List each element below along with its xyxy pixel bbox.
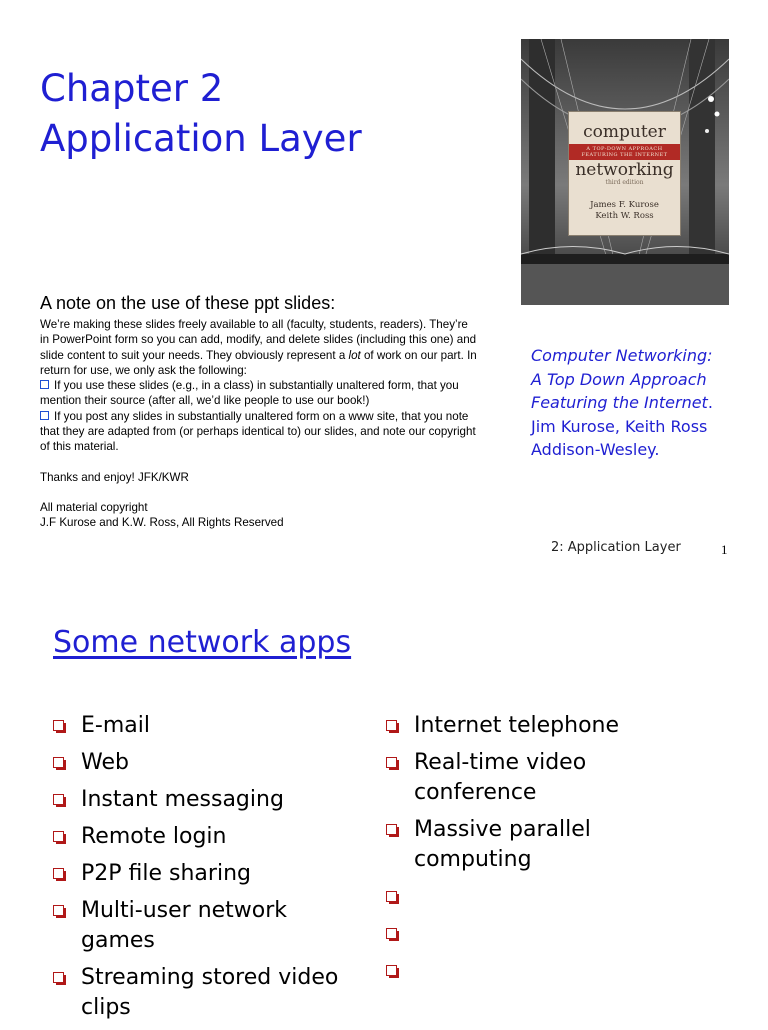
app-list-item-label: Instant messaging xyxy=(81,787,284,812)
app-list-item xyxy=(386,919,686,949)
app-list-item-label: Web xyxy=(81,750,129,775)
slide-2-title: Some network apps xyxy=(53,625,352,660)
caption-line-5-end: . xyxy=(654,440,660,459)
app-list-item xyxy=(53,785,343,815)
app-list-item-label: Massive parallel computing xyxy=(414,817,591,872)
app-list-item-label: Internet telephone xyxy=(414,713,620,738)
checkbox-bullet-icon xyxy=(386,965,397,976)
cover-authors xyxy=(569,200,680,222)
app-list-item xyxy=(53,822,343,852)
checkbox-bullet-icon xyxy=(53,720,64,731)
checkbox-bullet-icon xyxy=(40,380,49,389)
apps-list-left xyxy=(53,711,343,1030)
app-list-item-label: Streaming stored video clips xyxy=(81,965,339,1020)
app-list-item xyxy=(386,956,686,986)
caption-line-1: Computer Networking: xyxy=(531,346,713,365)
checkbox-bullet-icon xyxy=(386,720,397,731)
checkbox-bullet-icon xyxy=(53,794,64,805)
book-caption xyxy=(531,344,713,462)
checkbox-bullet-icon xyxy=(53,757,64,768)
chapter-title-line2: Application Layer xyxy=(40,117,362,160)
checkbox-bullet-icon xyxy=(386,757,397,768)
page-number: 1 xyxy=(721,542,728,557)
app-list-item xyxy=(386,815,686,875)
chapter-title xyxy=(40,64,362,164)
app-list-item xyxy=(53,748,343,778)
app-list-item xyxy=(53,963,343,1023)
note-heading: A note on the use of these ppt slides: xyxy=(40,293,336,313)
app-list-item xyxy=(53,711,343,741)
app-list-item xyxy=(386,882,686,912)
note-item-2-text: If you post any slides in substantially unaltered form on a www site, that you note that they are adapted from (or perhaps identical to) our slides, and note our copyright of this material. xyxy=(40,409,476,454)
app-list-item xyxy=(386,748,686,808)
note-item-1-text: If you use these slides (e.g., in a class) in substantially unaltered form, that you mention their source (after all, we’d like people to use our book!) xyxy=(40,379,459,408)
cover-author-2: Keith W. Ross xyxy=(595,211,654,221)
app-list-item-label: E-mail xyxy=(81,713,150,738)
caption-line-3-end: . xyxy=(707,393,713,412)
apps-list-right xyxy=(386,711,686,993)
note-item-2 xyxy=(40,409,480,455)
book-cover-photo xyxy=(521,39,729,305)
note-copyright-2: J.F Kurose and K.W. Ross, All Rights Reserved xyxy=(40,516,284,530)
app-list-item xyxy=(53,859,343,889)
app-list-item xyxy=(386,711,686,741)
checkbox-bullet-icon xyxy=(386,891,397,902)
slide-2 xyxy=(0,585,768,1024)
book-cover xyxy=(568,111,681,236)
slide-footer-label: 2: Application Layer xyxy=(551,540,681,555)
app-list-item-label: Remote login xyxy=(81,824,227,849)
chapter-title-line1: Chapter 2 xyxy=(40,67,224,110)
checkbox-bullet-icon xyxy=(53,972,64,983)
checkbox-bullet-icon xyxy=(386,928,397,939)
cover-band: A TOP-DOWN APPROACH FEATURING THE INTERNET xyxy=(569,144,680,160)
checkbox-bullet-icon xyxy=(53,831,64,842)
caption-line-4: Jim Kurose, Keith Ross xyxy=(531,416,708,436)
cover-author-1: James F. Kurose xyxy=(590,200,659,210)
checkbox-bullet-icon xyxy=(53,868,64,879)
app-list-item-label: Real-time video conference xyxy=(414,750,587,805)
checkbox-bullet-icon xyxy=(386,824,397,835)
usage-note xyxy=(40,292,480,531)
note-copyright-1: All material copyright xyxy=(40,500,148,514)
app-list-item xyxy=(53,896,343,956)
cover-edition: third edition xyxy=(605,179,644,186)
checkbox-bullet-icon xyxy=(53,905,64,916)
caption-line-3: Featuring the Internet xyxy=(531,393,708,412)
cover-title-top: computer xyxy=(583,122,666,142)
note-item-1 xyxy=(40,378,480,409)
app-list-item-label: Multi-user network games xyxy=(81,898,288,953)
checkbox-bullet-icon xyxy=(40,411,49,420)
note-intro: We’re making these slides freely available to all (faculty, students, readers). They’re in PowerPoint form so you can add, modify, and delete slides (including this one) and slide content to suit your needs. They obviously represent a lot of work on our part. In return for use, we only ask the following: xyxy=(40,318,477,377)
note-thanks: Thanks and enjoy! JFK/KWR xyxy=(40,470,189,484)
caption-line-2: A Top Down Approach xyxy=(531,369,707,389)
caption-line-5: Addison-Wesley xyxy=(531,440,655,459)
cover-title-bottom: networking xyxy=(575,160,674,180)
app-list-item-label: P2P file sharing xyxy=(81,861,251,886)
